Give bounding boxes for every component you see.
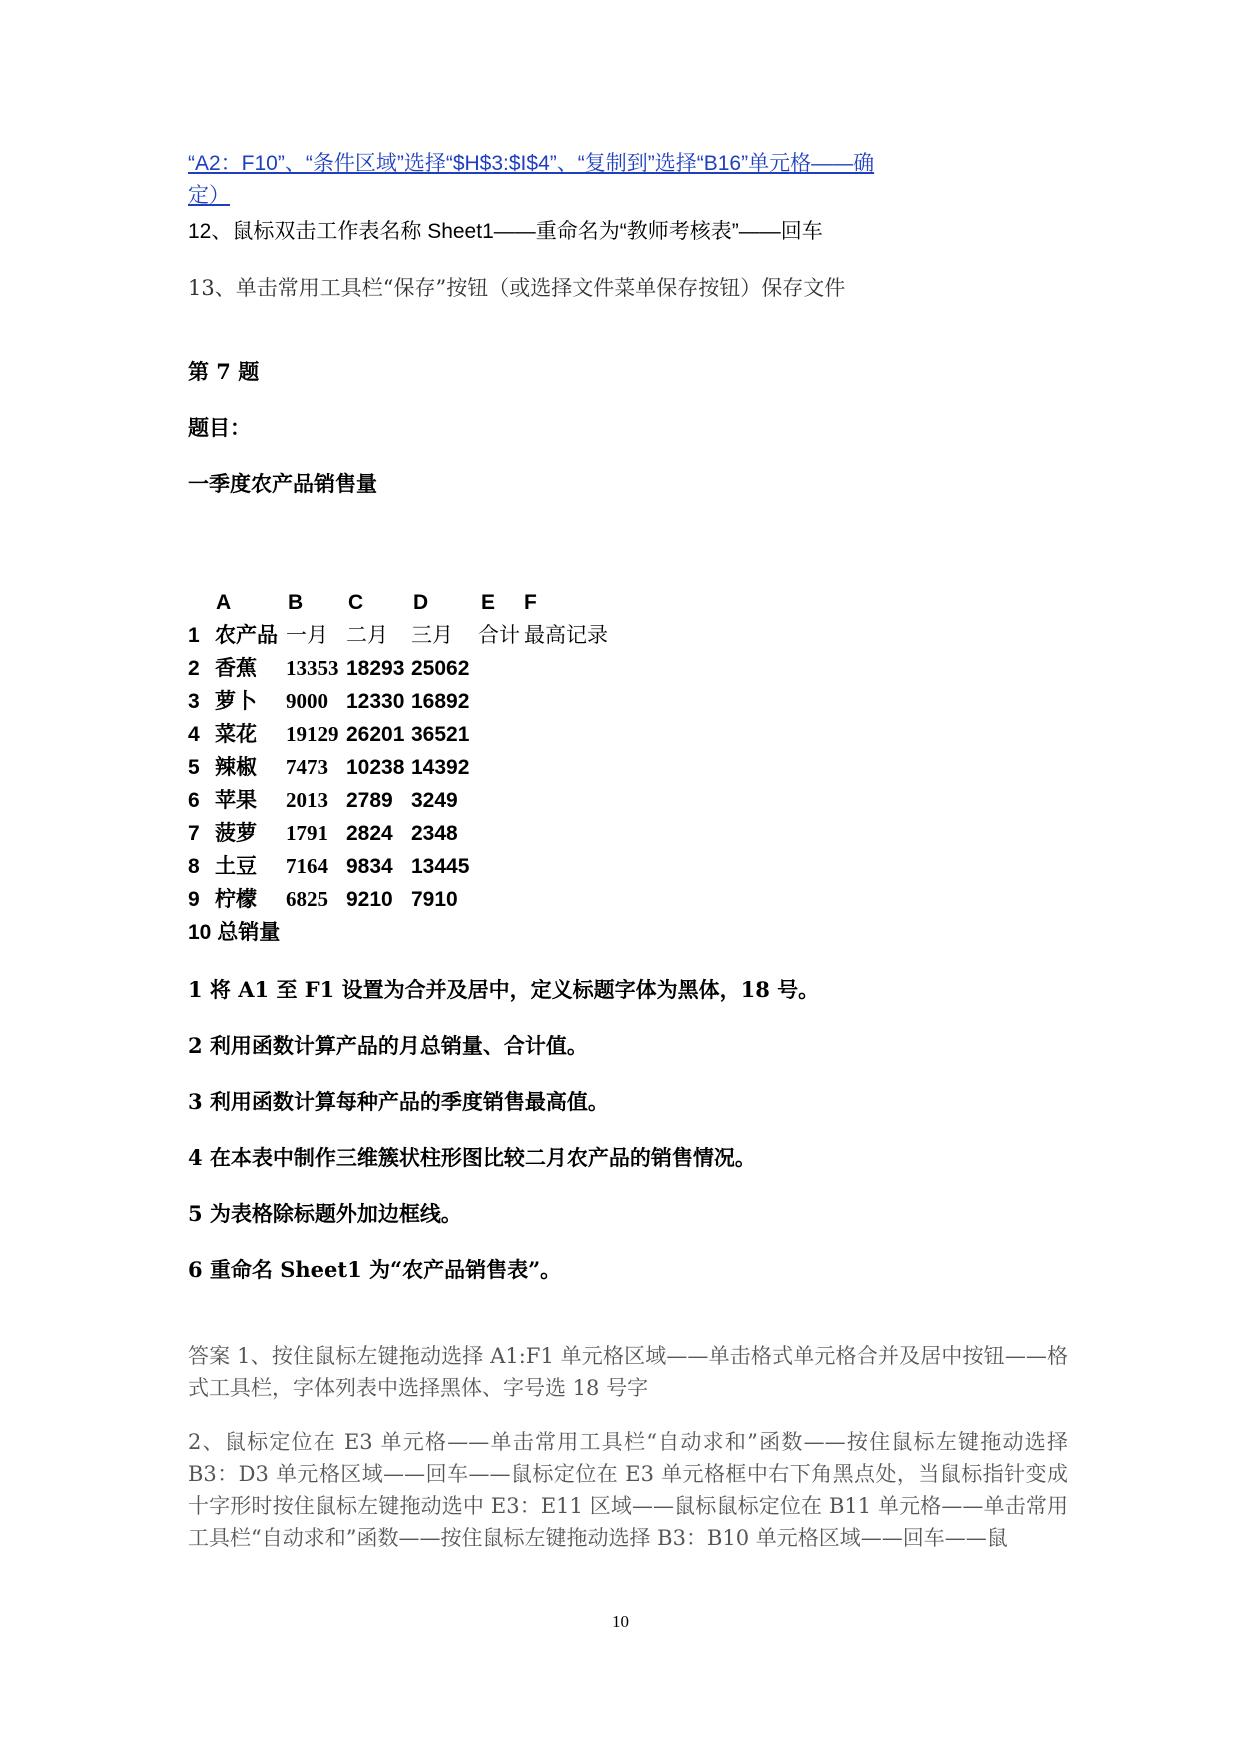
header-cell: 最高记录 <box>524 623 608 647</box>
row-number: 4 <box>188 723 200 746</box>
row-number: 6 <box>188 789 200 812</box>
task-item: 1 将 A1 至 F1 设置为合并及居中，定义标题字体为黑体，18 号。 <box>188 977 820 1002</box>
table-row <box>188 784 688 817</box>
column-header-row <box>188 586 688 619</box>
table-row <box>188 751 688 784</box>
col-header-d: D <box>413 591 429 614</box>
mar-value-cell: 14392 <box>411 756 470 779</box>
page-number: 10 <box>612 1612 629 1631</box>
product-name-cell: 苹果 <box>215 788 257 812</box>
step-12-text: 12、鼠标双击工作表名称 Sheet1——重命名为“教师考核表”——回车 <box>188 220 823 243</box>
product-name-cell: 柠檬 <box>215 887 257 911</box>
mar-value-cell: 7910 <box>411 888 458 911</box>
mar-value-cell: 3249 <box>411 789 458 812</box>
feb-value-cell: 2824 <box>346 822 393 845</box>
row-number: 7 <box>188 822 200 845</box>
task-item: 4 在本表中制作三维簇状柱形图比较二月农产品的销售情况。 <box>188 1145 756 1170</box>
table-row <box>188 850 688 883</box>
product-name-cell: 香蕉 <box>215 656 257 680</box>
jan-value-cell: 7473 <box>286 755 328 779</box>
task-item: 3 利用函数计算每种产品的季度销售最高值。 <box>188 1089 609 1114</box>
product-name-cell: 辣椒 <box>215 755 257 779</box>
feb-value-cell: 10238 <box>346 756 405 779</box>
col-header-b: B <box>288 591 304 614</box>
table-row <box>188 685 688 718</box>
feb-value-cell: 12330 <box>346 690 405 713</box>
product-name-cell: 菠萝 <box>215 821 257 845</box>
header-cell: 二月 <box>346 623 388 647</box>
mar-value-cell: 13445 <box>411 855 470 878</box>
row-number: 3 <box>188 690 200 713</box>
row-number: 2 <box>188 657 200 680</box>
header-cell: 一月 <box>286 623 328 647</box>
mar-value-cell: 2348 <box>411 822 458 845</box>
task-item: 6 重命名 Sheet1 为“农产品销售表”。 <box>188 1257 562 1282</box>
prompt-label: 题目： <box>188 415 251 440</box>
total-row <box>188 916 688 949</box>
table-row <box>188 883 688 916</box>
feb-value-cell: 18293 <box>346 657 405 680</box>
mar-value-cell: 25062 <box>411 657 470 680</box>
col-header-e: E <box>481 591 496 614</box>
header-cell: 三月 <box>411 623 453 647</box>
table-row <box>188 652 688 685</box>
row-number: 5 <box>188 756 200 779</box>
table-title: 一季度农产品销售量 <box>188 471 377 496</box>
jan-value-cell: 7164 <box>286 854 328 878</box>
jan-value-cell: 19129 <box>286 722 339 746</box>
product-name-cell: 土豆 <box>215 854 257 878</box>
feb-value-cell: 9210 <box>346 888 393 911</box>
row-number: 8 <box>188 855 200 878</box>
product-name-cell: 萝卜 <box>215 689 257 713</box>
product-name-cell: 菜花 <box>215 722 257 746</box>
header-cell: 农产品 <box>215 623 278 647</box>
jan-value-cell: 1791 <box>286 821 328 845</box>
task-item: 2 利用函数计算产品的月总销量、合计值。 <box>188 1033 588 1058</box>
hyperlink-text[interactable] <box>188 148 1068 212</box>
answer-paragraph-1: 答案 1、按住鼠标左键拖动选择 A1:F1 单元格区域——单击格式单元格合并及居中按钮——格式工具栏，字体列表中选择黑体、字号选 18 号字 <box>188 1344 1068 1400</box>
mar-value-cell: 16892 <box>411 690 470 713</box>
total-row-label: 10 总销量 <box>188 921 281 944</box>
table-header-row <box>188 619 688 652</box>
table-row <box>188 817 688 850</box>
feb-value-cell: 9834 <box>346 855 393 878</box>
answer-paragraph-2: 2、鼠标定位在 E3 单元格——单击常用工具栏“自动求和”函数——按住鼠标左键拖动选择 B3：D3 单元格区域——回车——鼠标定位在 E3 单元格框中右下角黑点处，当鼠标指针变成十字形时按住鼠标左键拖动选中 E3：E11 区域——鼠标鼠标定位在 B11 单元格——单击常用工具栏“自动求和”函数——按住鼠标左键拖动选择 B3：B10 单元格区域——回车——鼠 <box>188 1430 1068 1550</box>
feb-value-cell: 2789 <box>346 789 393 812</box>
col-header-c: C <box>348 591 364 614</box>
step-13-text: 13、单击常用工具栏“保存”按钮（或选择文件菜单保存按钮）保存文件 <box>188 276 846 300</box>
spreadsheet-table <box>188 586 688 949</box>
jan-value-cell: 2013 <box>286 788 328 812</box>
jan-value-cell: 13353 <box>286 656 339 680</box>
jan-value-cell: 9000 <box>286 689 328 713</box>
col-header-a: A <box>216 591 232 614</box>
feb-value-cell: 26201 <box>346 723 405 746</box>
question-title: 第 7 题 <box>188 359 260 384</box>
row-number: 1 <box>188 624 200 647</box>
table-row <box>188 718 688 751</box>
task-item: 5 为表格除标题外加边框线。 <box>188 1201 462 1226</box>
row-number: 9 <box>188 888 200 911</box>
jan-value-cell: 6825 <box>286 887 328 911</box>
col-header-f: F <box>524 591 537 614</box>
header-cell: 合计 <box>478 623 520 647</box>
hyperlink-line-1[interactable]: “A2：F10”、“条件区域”选择“$H$3:$I$4”、“复制到”选择“B16”单元格——确 <box>188 152 875 175</box>
mar-value-cell: 36521 <box>411 723 470 746</box>
hyperlink-line-2[interactable]: 定） <box>188 184 230 207</box>
